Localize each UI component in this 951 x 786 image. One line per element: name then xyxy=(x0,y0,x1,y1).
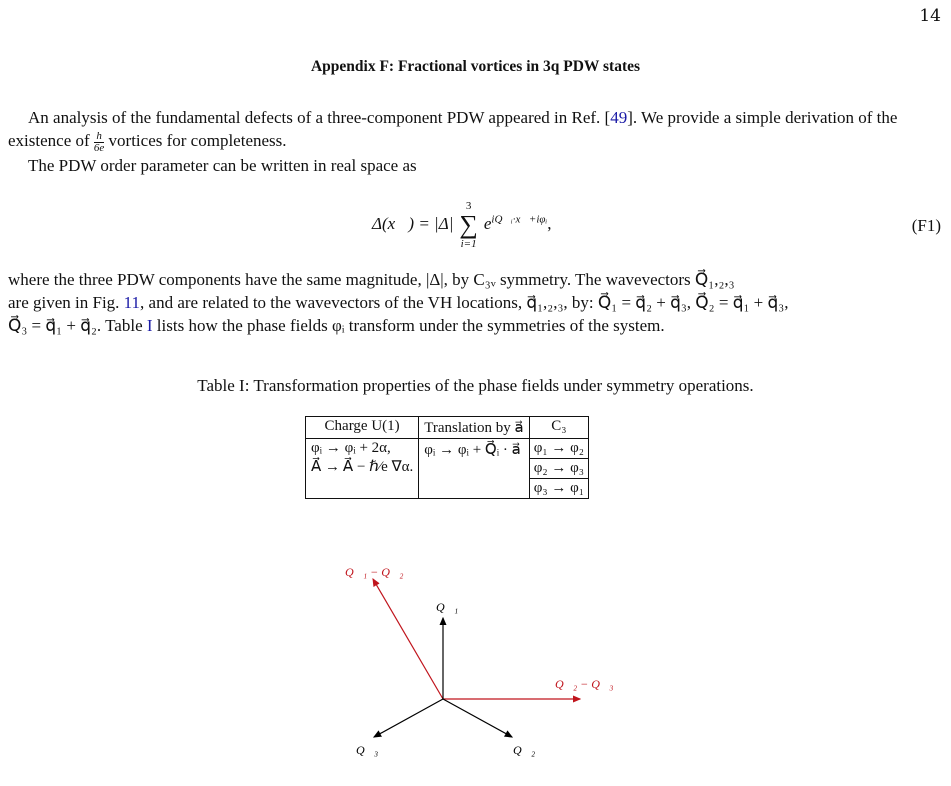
wavevector-line-3: Q⃗₃ = q⃗₁ + q⃗₂. Table I lists how the phase fields φᵢ transform under the symmetries of the system. xyxy=(8,316,665,335)
c3-line-1: φ₁ → φ₂ xyxy=(530,439,588,459)
equation-summand: e xyxy=(483,213,492,233)
wavevector-line-2: are given in Fig. 11, and are related to the wavevectors of the VH locations, q⃗₁,₂,₃, by: Q⃗₁ = q⃗₂ + q⃗₃, Q⃗₂ = q⃗₁ + q⃗₃, xyxy=(8,293,789,312)
translation-line-1: φᵢ → φᵢ + Q⃗ᵢ · a⃗ xyxy=(424,442,521,458)
paragraph-order-parameter xyxy=(8,154,944,177)
intro-text-b: ]. We provide a simple derivation of the existence of xyxy=(8,108,898,150)
table-caption: Table I: Transformation properties of the phase fields under symmetry operations. xyxy=(197,376,754,395)
equation-label: (F1) xyxy=(911,216,941,235)
q2-arrow xyxy=(443,699,512,737)
label-q1: Q⃗₁ xyxy=(436,600,459,614)
page-number: 14 xyxy=(919,6,941,26)
sum-upper-limit: 3 xyxy=(465,200,472,212)
c3-line-2: φ₂ → φ₃ xyxy=(530,459,588,479)
symmetry-table xyxy=(305,416,589,499)
label-q1-minus-q2: Q⃗₁ − Q⃗₂ xyxy=(345,565,404,579)
order-parameter-text: The PDW order parameter can be written in real space as xyxy=(28,156,417,175)
summation-symbol: 3 ∑ i=1 xyxy=(459,200,478,250)
ref-49-link[interactable]: 49 xyxy=(610,108,628,127)
sum-lower-limit: i=1 xyxy=(460,238,477,250)
h-over-6e-fraction xyxy=(94,131,104,154)
table-row xyxy=(306,439,589,499)
cell-translation xyxy=(419,439,529,499)
equation-lhs: Δ(x⃗) = |Δ| xyxy=(372,213,454,233)
q3-arrow xyxy=(374,699,443,737)
cell-charge xyxy=(306,439,419,499)
fraction-numerator: h xyxy=(94,131,104,143)
q1-minus-q2-arrow xyxy=(373,579,443,699)
wavevector-figure xyxy=(0,550,951,786)
cell-c3 xyxy=(529,439,588,499)
equation-trail: , xyxy=(547,213,552,233)
c3-line-3: φ₃ → φ₁ xyxy=(533,480,584,496)
wavevector-line-1: where the three PDW components have the same magnitude, |Δ|, by C₃ᵥ symmetry. The wavevectors Q⃗₁,₂,₃ xyxy=(8,270,735,289)
equation-body xyxy=(372,200,552,250)
equation-f1 xyxy=(0,202,951,252)
paragraph-wavevectors xyxy=(8,268,944,337)
header-charge: Charge U(1) xyxy=(306,417,419,439)
equation-exponent: iQ⃗ᵢ·x⃗+iφᵢ xyxy=(491,213,548,226)
paragraph-intro xyxy=(8,106,944,154)
header-translation: Translation by a⃗ xyxy=(419,417,529,439)
appendix-title: Appendix F: Fractional vortices in 3q PDW states xyxy=(310,58,641,75)
label-q3: Q⃗₃ xyxy=(356,743,379,757)
table-header-row xyxy=(306,417,589,439)
table-1-link[interactable]: I xyxy=(146,316,153,335)
intro-text-c: vortices for completeness. xyxy=(104,131,287,150)
charge-line-2: A⃗ → A⃗ − ℏ⁄e ∇α. xyxy=(311,459,414,475)
header-c3: C₃ xyxy=(529,417,588,439)
intro-text-a: An analysis of the fundamental defects of a three-component PDW appeared in Ref. [ xyxy=(28,108,611,127)
fig-11-link[interactable]: 11 xyxy=(123,293,141,312)
fraction-denominator: 6e xyxy=(93,141,105,154)
label-q2: Q⃗₂ xyxy=(513,743,536,757)
charge-line-1: φᵢ → φᵢ + 2α, xyxy=(311,440,391,456)
label-q2-minus-q3: Q⃗₂ − Q⃗₃ xyxy=(555,677,614,691)
